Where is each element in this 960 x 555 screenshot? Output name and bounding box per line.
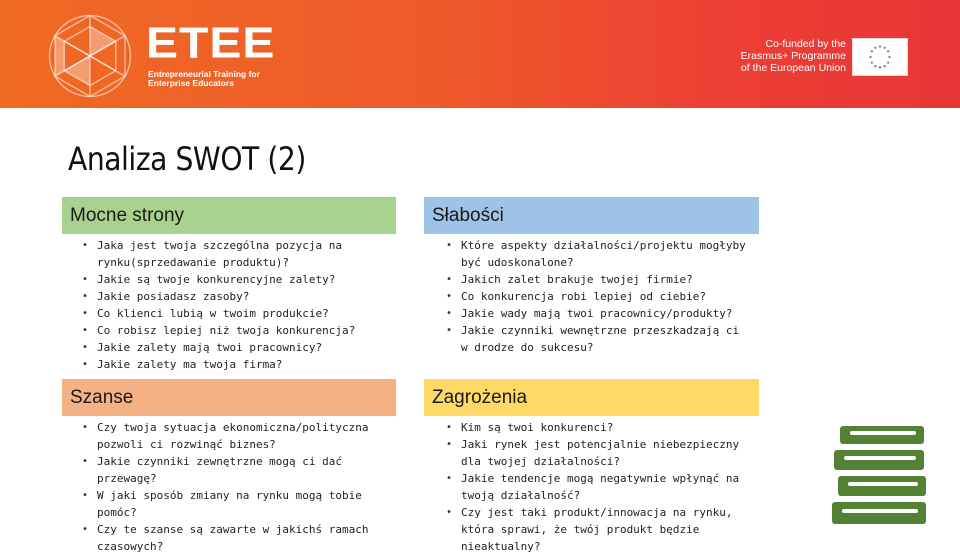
- list-item: • Co klienci lubią w twoim produkcie?: [82, 305, 382, 322]
- weaknesses-heading: Słabości: [424, 197, 759, 234]
- list-item: • Jakich zalet brakuje twojej firmie?: [446, 271, 746, 288]
- list-item: • Jakie czynniki zewnętrzne mogą ci dać przewagę?: [82, 453, 397, 487]
- list-item: • Jakie czynniki wewnętrzne przeszkadzają ci w drodze do sukcesu?: [446, 322, 746, 356]
- opportunities-heading: Szanse: [62, 379, 396, 416]
- eu-flag-icon: [852, 38, 908, 76]
- logo-subtitle-line: Enterprise Educators: [148, 78, 234, 88]
- list-item: • Co konkurencja robi lepiej od ciebie?: [446, 288, 746, 305]
- list-item: • Jakie są twoje konkurencyjne zalety?: [82, 271, 382, 288]
- list-item: • Czy twoja sytuacja ekonomiczna/polityczna pozwoli ci rozwinąć biznes?: [82, 419, 397, 453]
- eu-text-line: Erasmus+ Programme: [740, 50, 846, 62]
- list-item: • Które aspekty działalności/projektu mogłyby być udoskonalone?: [446, 237, 746, 271]
- list-item: • Czy jest taki produkt/innowacja na rynku, która sprawi, że twój produkt będzie nieaktualny?: [446, 504, 746, 555]
- books-icon: [826, 418, 938, 530]
- opportunities-list: [82, 419, 397, 555]
- threats-heading: Zagrożenia: [424, 379, 759, 416]
- list-item: • W jaki sposób zmiany na rynku mogą tobie pomóc?: [82, 487, 397, 521]
- list-item: • Czy te szanse są zawarte w jakichś ramach czasowych?: [82, 521, 397, 555]
- strengths-heading: Mocne strony: [62, 197, 396, 234]
- globe-logo-icon: [44, 10, 136, 102]
- list-item: • Jaka jest twoja szczególna pozycja na rynku(sprzedawanie produktu)?: [82, 237, 382, 271]
- list-item: • Jakie posiadasz zasoby?: [82, 288, 382, 305]
- list-item: • Co robisz lepiej niż twoja konkurencja?: [82, 322, 382, 339]
- page-title: Analiza SWOT (2): [68, 140, 306, 178]
- list-item: • Kim są twoi konkurenci?: [446, 419, 746, 436]
- eu-text-line: of the European Union: [740, 62, 846, 74]
- logo-subtitle-line: Entrepreneurial Training for: [148, 69, 260, 79]
- eu-text-line: Co-funded by the: [765, 38, 846, 50]
- list-item: • Jakie zalety mają twoi pracownicy?: [82, 339, 382, 356]
- logo-subtitle: [148, 70, 260, 88]
- list-item: • Jakie zalety ma twoja firma?: [82, 356, 382, 373]
- strengths-list: [82, 237, 382, 373]
- threats-list: [446, 419, 746, 555]
- list-item: • Jakie wady mają twoi pracownicy/produkty?: [446, 305, 746, 322]
- logo-wordmark: ETEE: [146, 19, 276, 68]
- weaknesses-list: [446, 237, 746, 356]
- list-item: • Jaki rynek jest potencjalnie niebezpieczny dla twojej działalności?: [446, 436, 746, 470]
- eu-cofunding-text: [741, 38, 846, 74]
- list-item: • Jakie tendencje mogą negatywnie wpłynąć na twoją działalność?: [446, 470, 746, 504]
- header-banner: [0, 0, 960, 108]
